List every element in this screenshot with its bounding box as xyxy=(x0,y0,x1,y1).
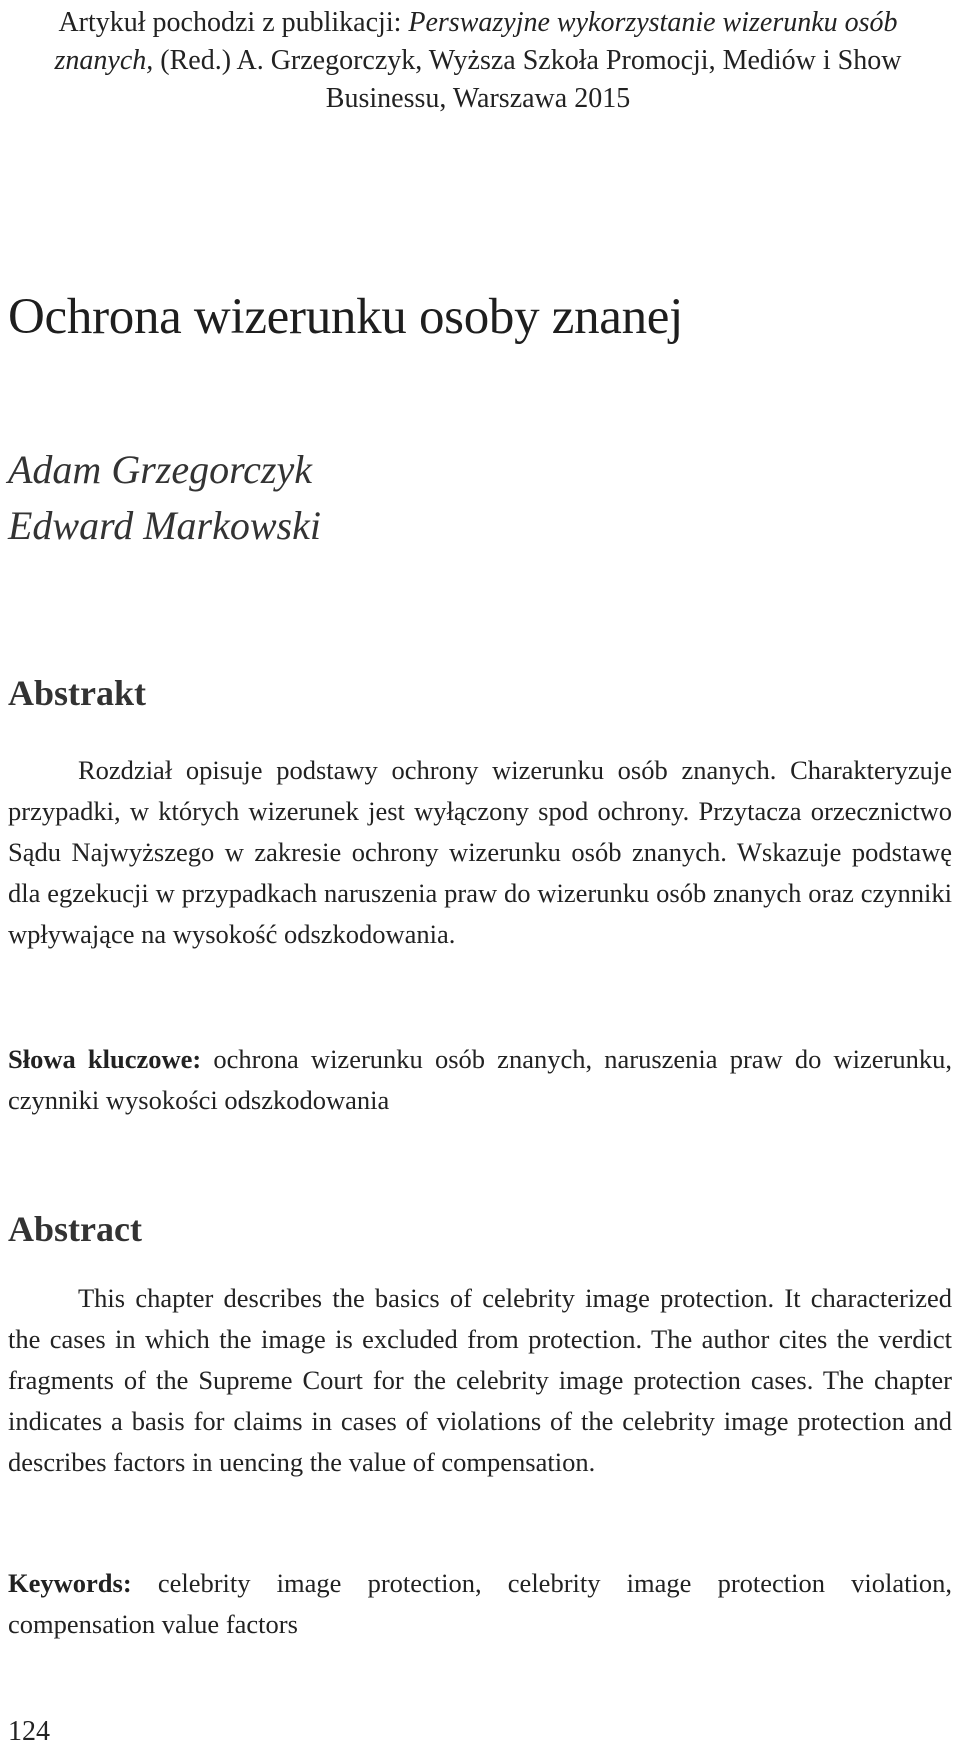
author-name: Edward Markowski xyxy=(8,503,321,548)
source-book-title: Perswazyjne wykorzystanie wizerunku osób znanych, xyxy=(54,7,898,76)
author-list xyxy=(8,442,321,554)
document-page xyxy=(8,0,958,1756)
keywords-en xyxy=(8,1563,952,1645)
abstract-pl-text: Rozdział opisuje podstawy ochrony wizerunku osób znanych. Charakteryzuje przypadki, w których wizerunek jest wyłączony spod ochrony. Przytacza orzecznictwo Sądu Najwyższego w zakresie ochrony wizerunku osób znanych. Wskazuje podstawę dla egzekucji w przypadkach naruszenia praw do wizerunku osób znanych oraz czynniki wpływające na wysokość odszkodowania. xyxy=(8,755,952,949)
keywords-en-values: celebrity image protection, celebrity image protection violation, compensation value factors xyxy=(8,1568,952,1639)
keywords-pl xyxy=(8,1039,952,1121)
source-prefix: Artykuł pochodzi z publikacji: xyxy=(58,7,409,38)
keywords-pl-values: ochrona wizerunku osób znanych, naruszenia praw do wizerunku, czynniki wysokości odszkodowania xyxy=(8,1044,952,1115)
keywords-en-label: Keywords: xyxy=(8,1568,132,1598)
chapter-title: Ochrona wizerunku osoby znanej xyxy=(8,289,684,345)
author-name: Adam Grzegorczyk xyxy=(8,447,313,492)
source-details: (Red.) A. Grzegorczyk, Wyższa Szkoła Promocji, Mediów i Show Businessu, Warszawa 2015 xyxy=(153,45,902,114)
keywords-pl-label: Słowa kluczowe: xyxy=(8,1044,202,1074)
abstract-en-text: This chapter describes the basics of celebrity image protection. It characterized the cases in which the image is excluded from protection. The author cites the verdict fragments of the Supreme Court for the celebrity image protection cases. The chapter indicates a basis for claims in cases of violations of the celebrity image protection and describes factors in uencing the value of compensation. xyxy=(8,1283,952,1477)
abstract-pl-heading: Abstrakt xyxy=(8,673,147,713)
abstract-en-heading: Abstract xyxy=(8,1209,142,1249)
source-note xyxy=(8,4,948,118)
page-number: 124 xyxy=(8,1716,50,1747)
